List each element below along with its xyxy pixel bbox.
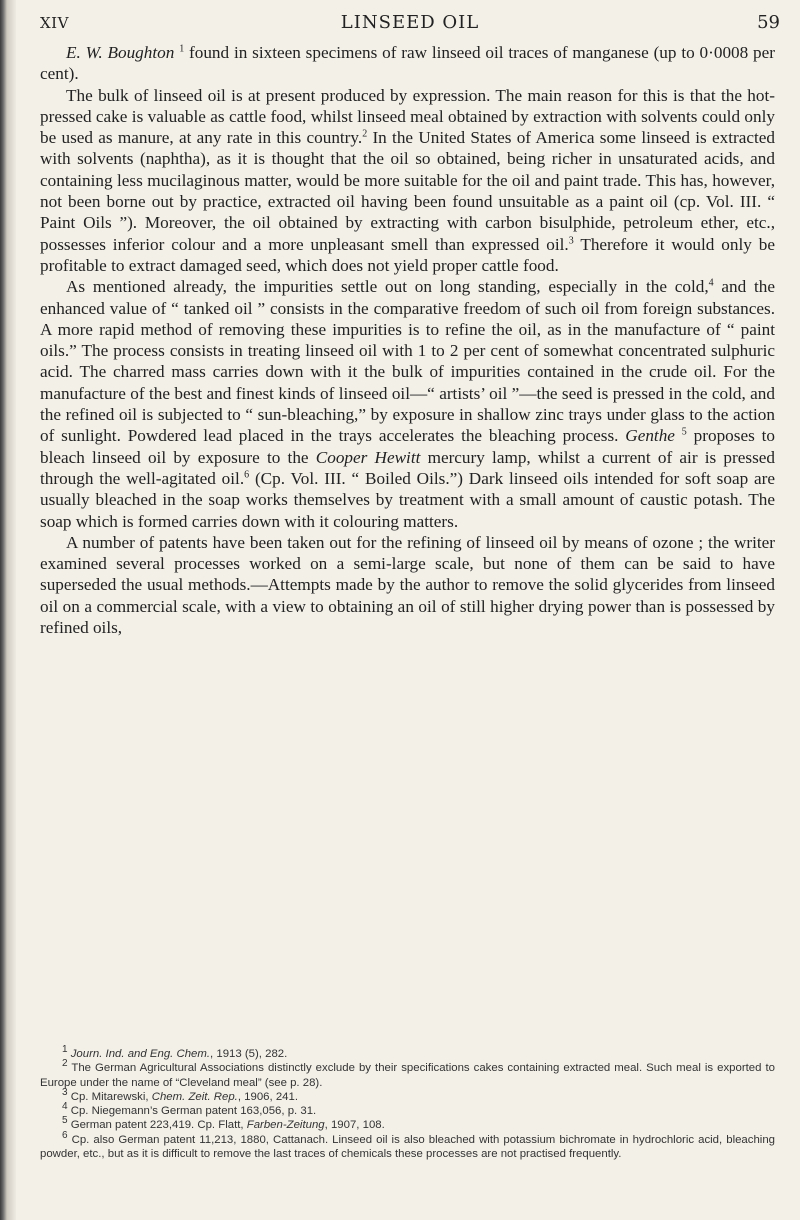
footnote-marker: 1 bbox=[62, 1044, 68, 1056]
footnote-marker: 3 bbox=[62, 1087, 68, 1099]
text-run: Cp. Niegemann’s German patent 163,056, p. 31. bbox=[67, 1105, 317, 1118]
italic-text: Journ. Ind. and Eng. Chem. bbox=[70, 1048, 211, 1060]
text-run: Cp. Mitarewski, bbox=[67, 1090, 152, 1103]
italic-text: Farben-Zeitung bbox=[246, 1119, 325, 1132]
text-run: (Cp. Vol. III. “ Boiled Oils.”) Dark linseed oils intended for soft soap are usually bleached in the soap works themselves by treatment with a small amount of caustic potash. The soap which is formed carries down with it colouring matters. bbox=[40, 468, 775, 531]
footnote-marker: 4 bbox=[708, 277, 714, 289]
footnote-marker: 5 bbox=[681, 426, 687, 438]
page-binding-edge bbox=[0, 0, 16, 1220]
text-run: , 1906, 241. bbox=[237, 1090, 299, 1103]
footnote-marker: 2 bbox=[362, 128, 368, 140]
text-run bbox=[675, 426, 682, 445]
paragraph bbox=[40, 42, 775, 85]
footnote-marker: 4 bbox=[62, 1101, 68, 1113]
footnote-marker: 1 bbox=[179, 43, 185, 55]
text-run: The German Agricultural Associations distinctly exclude by their specifications cakes containing extracted meal. Such meal is exported to Europe under the name of “Cleveland meal” (see p. 28). bbox=[40, 1062, 775, 1089]
text-run: Therefore it would only be profitable to extract damaged seed, which does not yield proper cattle food. bbox=[40, 234, 775, 275]
footnote-marker: 5 bbox=[62, 1115, 68, 1127]
italic-text: Cooper Hewitt bbox=[315, 447, 421, 467]
footnote bbox=[40, 1129, 775, 1162]
footnote-marker: 2 bbox=[62, 1058, 68, 1070]
paragraph bbox=[40, 276, 775, 532]
text-run: Cp. also German patent 11,213, 1880, Cattanach. Linseed oil is also bleached with potassium bichromate in hydrochloric acid, bleaching powder, etc., but as it is difficult to remove the last traces of chemicals these processes are not practised frequently. bbox=[40, 1133, 775, 1161]
footnote bbox=[40, 1115, 775, 1132]
italic-text: E. W. Boughton bbox=[66, 43, 175, 62]
section-number: XIV bbox=[40, 14, 69, 32]
footnote-marker: 6 bbox=[62, 1129, 68, 1141]
running-header bbox=[40, 10, 780, 38]
footnote bbox=[40, 1101, 775, 1118]
text-run: German patent 223,419. Cp. Flatt, bbox=[67, 1119, 247, 1132]
paragraph bbox=[40, 532, 775, 638]
text-run: The bulk of linseed oil is at present produced by expression. The main reason for this is that the hot-pressed cake is valuable as cattle food, whilst linseed meal obtained by extraction with solvents could only be used as manure, at any rate in this country. bbox=[40, 85, 775, 148]
footnote bbox=[40, 1058, 775, 1090]
text-run: A number of patents have been taken out for the refining of linseed oil by means of ozone ; the writer examined several processes worked on a semi-large scale, but none of them can be said to have superseded the usual methods.—Attempts made by the author to remove the solid glycerides from linseed oil on a commercial scale, with a view to obtaining an oil of still higher drying power than is possessed by refined oils, bbox=[40, 532, 775, 638]
text-run: mercury lamp, whilst a current of air is pressed through the well-agitated oil. bbox=[40, 447, 775, 488]
footnote-marker: 3 bbox=[568, 234, 574, 246]
text-run: and the enhanced value of “ tanked oil ” consists in the comparative freedom of such oil from foreign substances. A more rapid method of removing these impurities is to refine the oil, as in the manufacture of “ paint oils.” The process consists in treating linseed oil with 1 to 2 per cent of somewhat concentrated sulphuric acid. The charred mass carries down with it the bulk of impurities contained in the crude oil. For the manufacture of the best and finest kinds of linseed oil—“ artists’ oil ”—the seed is pressed in the cold, and the refined oil is subjected to “ sun-bleaching,” by exposure in shallow zinc trays under glass to the action of sunlight. Powdered lead placed in the trays accelerates the bleaching process. bbox=[40, 277, 775, 446]
text-run: proposes to bleach linseed oil by exposure to the bbox=[40, 426, 775, 467]
text-run: found in sixteen specimens of raw linseed oil traces of manganese (up to 0·0008 per cent). bbox=[40, 43, 776, 84]
italic-text: Chem. Zeit. Rep. bbox=[151, 1090, 238, 1103]
paragraph bbox=[40, 85, 775, 277]
text-run: In the United States of America some linseed is extracted with solvents (naphtha), as it is thought that the oil so obtained, being richer in unsaturated acids, and containing less mucilaginous matter, would be more suitable for the oil and paint trade. This has, however, not been borne out by practice, extracted oil having been found unsuitable as a paint oil (cp. Vol. III. “ Paint Oils ”). Moreover, the oil obtained by extracting with carbon bisulphide, petroleum ether, etc., possesses inferior colour and a more unpleasant smell than expressed oil. bbox=[40, 128, 775, 254]
running-title: LINSEED OIL bbox=[340, 12, 480, 33]
text-run: As mentioned already, the impurities settle out on long standing, especially in the cold, bbox=[66, 277, 709, 297]
footnotes bbox=[40, 1044, 775, 1161]
footnote bbox=[40, 1087, 775, 1104]
page-number: 59 bbox=[757, 12, 780, 33]
text-run: , 1907, 108. bbox=[324, 1119, 385, 1132]
text-run: , 1913 (5), 282. bbox=[210, 1048, 288, 1060]
body-text bbox=[40, 42, 775, 638]
footnote bbox=[40, 1044, 775, 1061]
footnote-marker: 6 bbox=[244, 469, 250, 481]
italic-text: Genthe bbox=[625, 426, 675, 446]
